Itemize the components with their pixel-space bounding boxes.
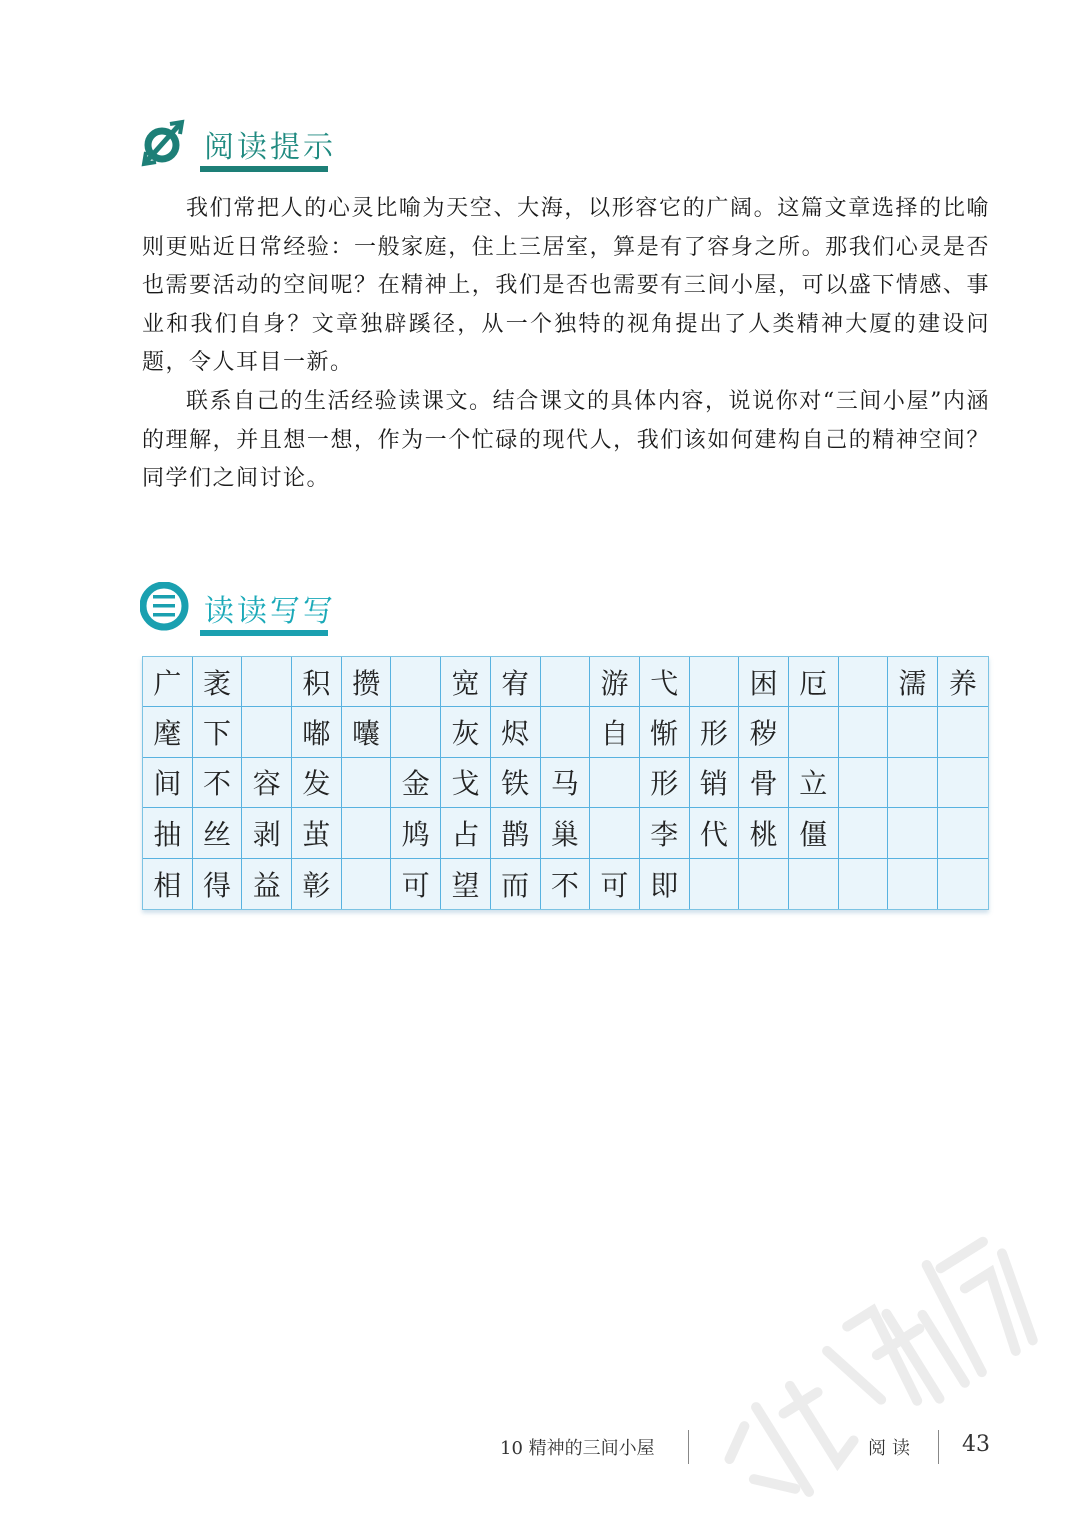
grid-cell: 占	[441, 808, 491, 858]
grid-cell: 即	[640, 859, 690, 909]
grid-cell: 形	[640, 758, 690, 808]
grid-cell	[888, 859, 938, 909]
grid-cell: 剥	[242, 808, 292, 858]
grid-cell: 彰	[292, 859, 342, 909]
grid-cell: 铁	[491, 758, 541, 808]
page-number: 43	[962, 1432, 990, 1457]
grid-cell	[839, 657, 889, 707]
grid-cell: 形	[690, 707, 740, 757]
grid-cell: 游	[590, 657, 640, 707]
vocabulary-grid	[142, 656, 989, 910]
grid-cell: 可	[590, 859, 640, 909]
title-underline	[200, 166, 328, 172]
reading-tip-text	[142, 190, 990, 499]
grid-cell: 李	[640, 808, 690, 858]
grid-cell	[888, 758, 938, 808]
grid-cell	[839, 859, 889, 909]
grid-cell: 发	[292, 758, 342, 808]
grid-cell: 惭	[640, 707, 690, 757]
grid-cell: 金	[391, 758, 441, 808]
grid-cell: 烬	[491, 707, 541, 757]
grid-cell: 望	[441, 859, 491, 909]
grid-cell	[789, 859, 839, 909]
title-underline	[200, 630, 328, 636]
grid-cell	[541, 657, 591, 707]
grid-cell	[839, 808, 889, 858]
grid-cell	[789, 707, 839, 757]
grid-row	[143, 657, 988, 707]
grid-cell: 茧	[292, 808, 342, 858]
grid-cell: 宥	[491, 657, 541, 707]
grid-cell: 间	[143, 758, 193, 808]
grid-cell	[342, 859, 392, 909]
reading-tip-icon	[140, 118, 190, 168]
grid-row	[143, 707, 988, 757]
grid-cell: 马	[541, 758, 591, 808]
grid-cell: 囔	[342, 707, 392, 757]
grid-row	[143, 758, 988, 808]
grid-cell	[938, 758, 988, 808]
edition-watermark	[640, 1200, 1080, 1526]
grid-cell	[242, 707, 292, 757]
grid-cell: 益	[242, 859, 292, 909]
read-write-icon	[140, 582, 190, 632]
grid-cell: 鸠	[391, 808, 441, 858]
grid-cell: 僵	[789, 808, 839, 858]
grid-cell: 可	[391, 859, 441, 909]
grid-cell	[590, 808, 640, 858]
grid-cell: 相	[143, 859, 193, 909]
grid-cell: 养	[938, 657, 988, 707]
grid-cell: 麾	[143, 707, 193, 757]
grid-cell: 销	[690, 758, 740, 808]
grid-cell: 而	[491, 859, 541, 909]
grid-cell	[938, 859, 988, 909]
paragraph: 我们常把人的心灵比喻为天空、大海，以形容它的广阔。这篇文章选择的比喻则更贴近日常经验：一般家庭，住上三居室，算是有了容身之所。那我们心灵是否也需要活动的空间呢？在精神上，我们是否也需要有三间小屋，可以盛下情感、事业和我们自身？文章独辟蹊径，从一个独特的视角提出了人类精神大厦的建设问题，令人耳目一新。	[142, 196, 990, 376]
grid-cell	[541, 707, 591, 757]
grid-cell: 积	[292, 657, 342, 707]
grid-cell	[391, 657, 441, 707]
grid-cell: 抽	[143, 808, 193, 858]
grid-cell	[888, 707, 938, 757]
grid-row	[143, 859, 988, 909]
grid-cell	[938, 707, 988, 757]
reading-tip-title: 阅读提示	[204, 130, 336, 165]
grid-cell: 困	[739, 657, 789, 707]
grid-cell: 不	[193, 758, 243, 808]
section-name: 阅读	[868, 1438, 916, 1459]
grid-cell: 鹊	[491, 808, 541, 858]
grid-cell	[242, 657, 292, 707]
grid-cell	[690, 859, 740, 909]
grid-cell	[839, 758, 889, 808]
grid-cell: 巢	[541, 808, 591, 858]
grid-cell: 骨	[739, 758, 789, 808]
grid-row	[143, 808, 988, 858]
grid-cell: 容	[242, 758, 292, 808]
grid-cell: 得	[193, 859, 243, 909]
grid-cell: 宽	[441, 657, 491, 707]
grid-cell: 代	[690, 808, 740, 858]
grid-cell: 戈	[441, 758, 491, 808]
grid-cell	[839, 707, 889, 757]
grid-cell: 濡	[888, 657, 938, 707]
grid-cell	[391, 707, 441, 757]
grid-cell: 灰	[441, 707, 491, 757]
grid-cell	[690, 657, 740, 707]
grid-cell	[739, 859, 789, 909]
grid-cell: 厄	[789, 657, 839, 707]
grid-cell	[888, 808, 938, 858]
grid-cell: 嘟	[292, 707, 342, 757]
grid-cell	[342, 758, 392, 808]
grid-cell: 袤	[193, 657, 243, 707]
grid-cell: 丝	[193, 808, 243, 858]
read-write-title: 读读写写	[204, 594, 336, 629]
grid-cell: 不	[541, 859, 591, 909]
grid-cell	[342, 808, 392, 858]
grid-cell: 桃	[739, 808, 789, 858]
lesson-title: 10 精神的三间小屋	[500, 1438, 655, 1459]
grid-cell	[590, 758, 640, 808]
grid-cell: 立	[789, 758, 839, 808]
grid-cell: 下	[193, 707, 243, 757]
grid-cell: 弋	[640, 657, 690, 707]
grid-cell	[938, 808, 988, 858]
grid-cell: 自	[590, 707, 640, 757]
grid-cell: 秽	[739, 707, 789, 757]
grid-cell: 攒	[342, 657, 392, 707]
grid-cell: 广	[143, 657, 193, 707]
paragraph: 联系自己的生活经验读课文。结合课文的具体内容，说说你对“三间小屋”内涵的理解，并且想一想，作为一个忙碌的现代人，我们该如何建构自己的精神空间？同学们之间讨论。	[142, 388, 990, 492]
